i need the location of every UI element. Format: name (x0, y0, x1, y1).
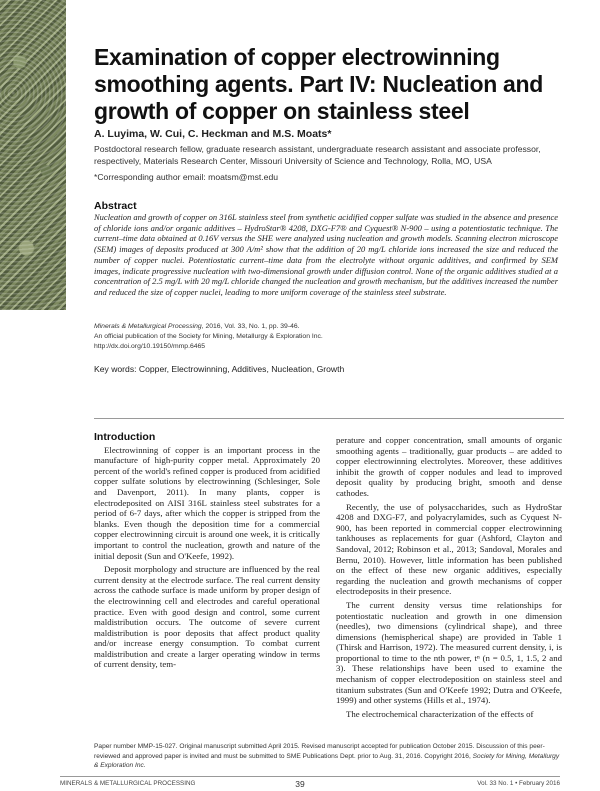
corresponding-author-email: *Corresponding author email: moatsm@mst.edu (94, 172, 279, 182)
abstract-text: Nucleation and growth of copper on 316L stainless steel from synthetic acidified copper sulfate was studied in the absence and presence of chloride ions and/or organic additives – HydroStar® 4208, DXG-F7® and Cyquest® N-900 – using a potentiostatic technique. The current–time data obtained at 0.16V versus the SHE were analyzed using nucleation and growth models. Scanning electron microscope (SEM) images of deposits produced at 300 A/m² show that the addition of 20 mg/L chloride ions increased the size and reduced the number of copper nuclei. Potentiostatic current–time data from the electrolyte without organic additives, and confirmed by SEM images, indicate progressive nucleation with two-dimensional growth under diffusion control. None of the organic additives studied at a concentration of 2.5 mg/L with 20 mg/L chloride changed the nucleation and growth mechanism, but the additives increased the number and reduced the size of copper nuclei, leading to more uniform coverage of the stainless steel substrate. (94, 212, 558, 297)
decorative-texture-stripe (0, 0, 66, 310)
paragraph: perature and copper concentration, small amounts of organic smoothing agents – traditionally, guar products – are added to copper electrowinning electrolytes. Moreover, these additives inhibit the growth of copper nodules and lead to improved deposit quality by producing bright, smooth and dense cathodes. (336, 435, 562, 498)
section-divider (94, 418, 564, 419)
abstract-heading: Abstract (94, 200, 137, 212)
paragraph: The current density versus time relationships for potentiostatic nucleation and growth in one dimension (needles), two dimensions (cylindrical shape), and three dimensions (hemispherical shape) are provided in Table 1 (Thirsk and Harrison, 1972). The measured current density, i, is proportional to time to the nth power, tⁿ (n = 0.5, 1, 1.5, 2 and 3). These relationships have been used to examine the mechanism of copper electrodeposition on stainless steel and titanium substrates (Sun and O'Keefe 1992; Dutra and O'Keefe, 1999) and other systems (Hills et al., 1974). (336, 599, 562, 706)
author-list: A. Luyima, W. Cui, C. Heckman and M.S. Moats* (94, 128, 332, 140)
doi-link[interactable]: http://dx.doi.org/10.19150/mmp.6465 (94, 343, 206, 350)
footnote-text: Paper number MMP-15-027. Original manuscript submitted April 2015. Revised manuscript accepted for publication October 2015. Discussion of this peer-reviewed and approved paper is invited and must be submitted to SME Publications Dept. prior to Aug. 31, 2016. Copyright 2016, (94, 743, 545, 760)
manuscript-footnote (94, 742, 564, 771)
paragraph: Electrowinning of copper is an important process in the manufacture of high-purity copper metal. Approximately 20 percent of the world's refined copper is produced from acidified copper sulfate solutions by electrowinning (Schlesinger, Sole and Davenport, 2011). In many plants, copper is electrodeposited on AISI 316L stainless steel substrates for a period of 6-7 days, after which the copper is stripped from the blanks. Even though the deposition time for a commercial copper electrowinning circuit is around one week, it is critically important to control the nucleation, growth and nature of the initial deposit (Sun and O'Keefe, 1992). (94, 444, 320, 561)
publication-info (94, 322, 564, 352)
journal-name: Minerals & Metallurgical Processing (94, 323, 202, 330)
page-number: 39 (295, 779, 305, 789)
citation-line (94, 322, 564, 332)
keywords: Key words: Copper, Electrowinning, Additives, Nucleation, Growth (94, 364, 345, 374)
paragraph: Recently, the use of polysaccharides, such as HydroStar 4208 and DXG-F7, and polyacrylamides, such as Cyquest N-900, has been reported in commercial copper electrowinning tankhouses as replacements for guar (Ashford, Clayton and Sandoval, 2012; Robinson et al., 2013; Sandoval, Morales and Bernu, 2010). However, little information has been published on the effect of these new organic additives, especially regarding the nucleation and growth mechanisms of copper electrodeposits in their presence. (336, 501, 562, 597)
body-column-left (94, 432, 320, 673)
author-affiliation: Postdoctoral research fellow, graduate research assistant, undergraduate research assistant and associate professor, respectively, Materials Research Center, Missouri University of Science and Technology, Rolla, MO, USA (94, 144, 541, 166)
introduction-heading: Introduction (94, 431, 156, 443)
paragraph: Deposit morphology and structure are influenced by the real current density at the electrode surface. The real current density across the cathode surface is made uniform by proper design of the electrowinning cell and electrodes and careful operational practice. Even with good design and control, some current maldistribution occurs. The outcome of severe current maldistribution is poor deposits that affect product quality and/or increase energy consumption. To combat current maldistribution and create a larger operating window in terms of current density, tem- (94, 564, 320, 670)
citation-details: , 2016, Vol. 33, No. 1, pp. 39-46. (201, 323, 300, 330)
article-title: Examination of copper electrowinning smoothing agents. Part IV: Nucleation and growth of copper on stainless steel (94, 44, 544, 124)
footnote-society: Society for Mining, Metallurgy & Exploration Inc. (94, 752, 560, 769)
footer-divider (60, 776, 560, 777)
body-column-right (336, 435, 562, 722)
footer-issue: Vol. 33 No. 1 • February 2016 (477, 780, 560, 787)
footer-journal: MINERALS & METALLURGICAL PROCESSING (60, 780, 196, 787)
paragraph: The electrochemical characterization of the effects of (346, 708, 534, 719)
society-line: An official publication of the Society for Mining, Metallurgy & Exploration Inc. (94, 333, 323, 340)
